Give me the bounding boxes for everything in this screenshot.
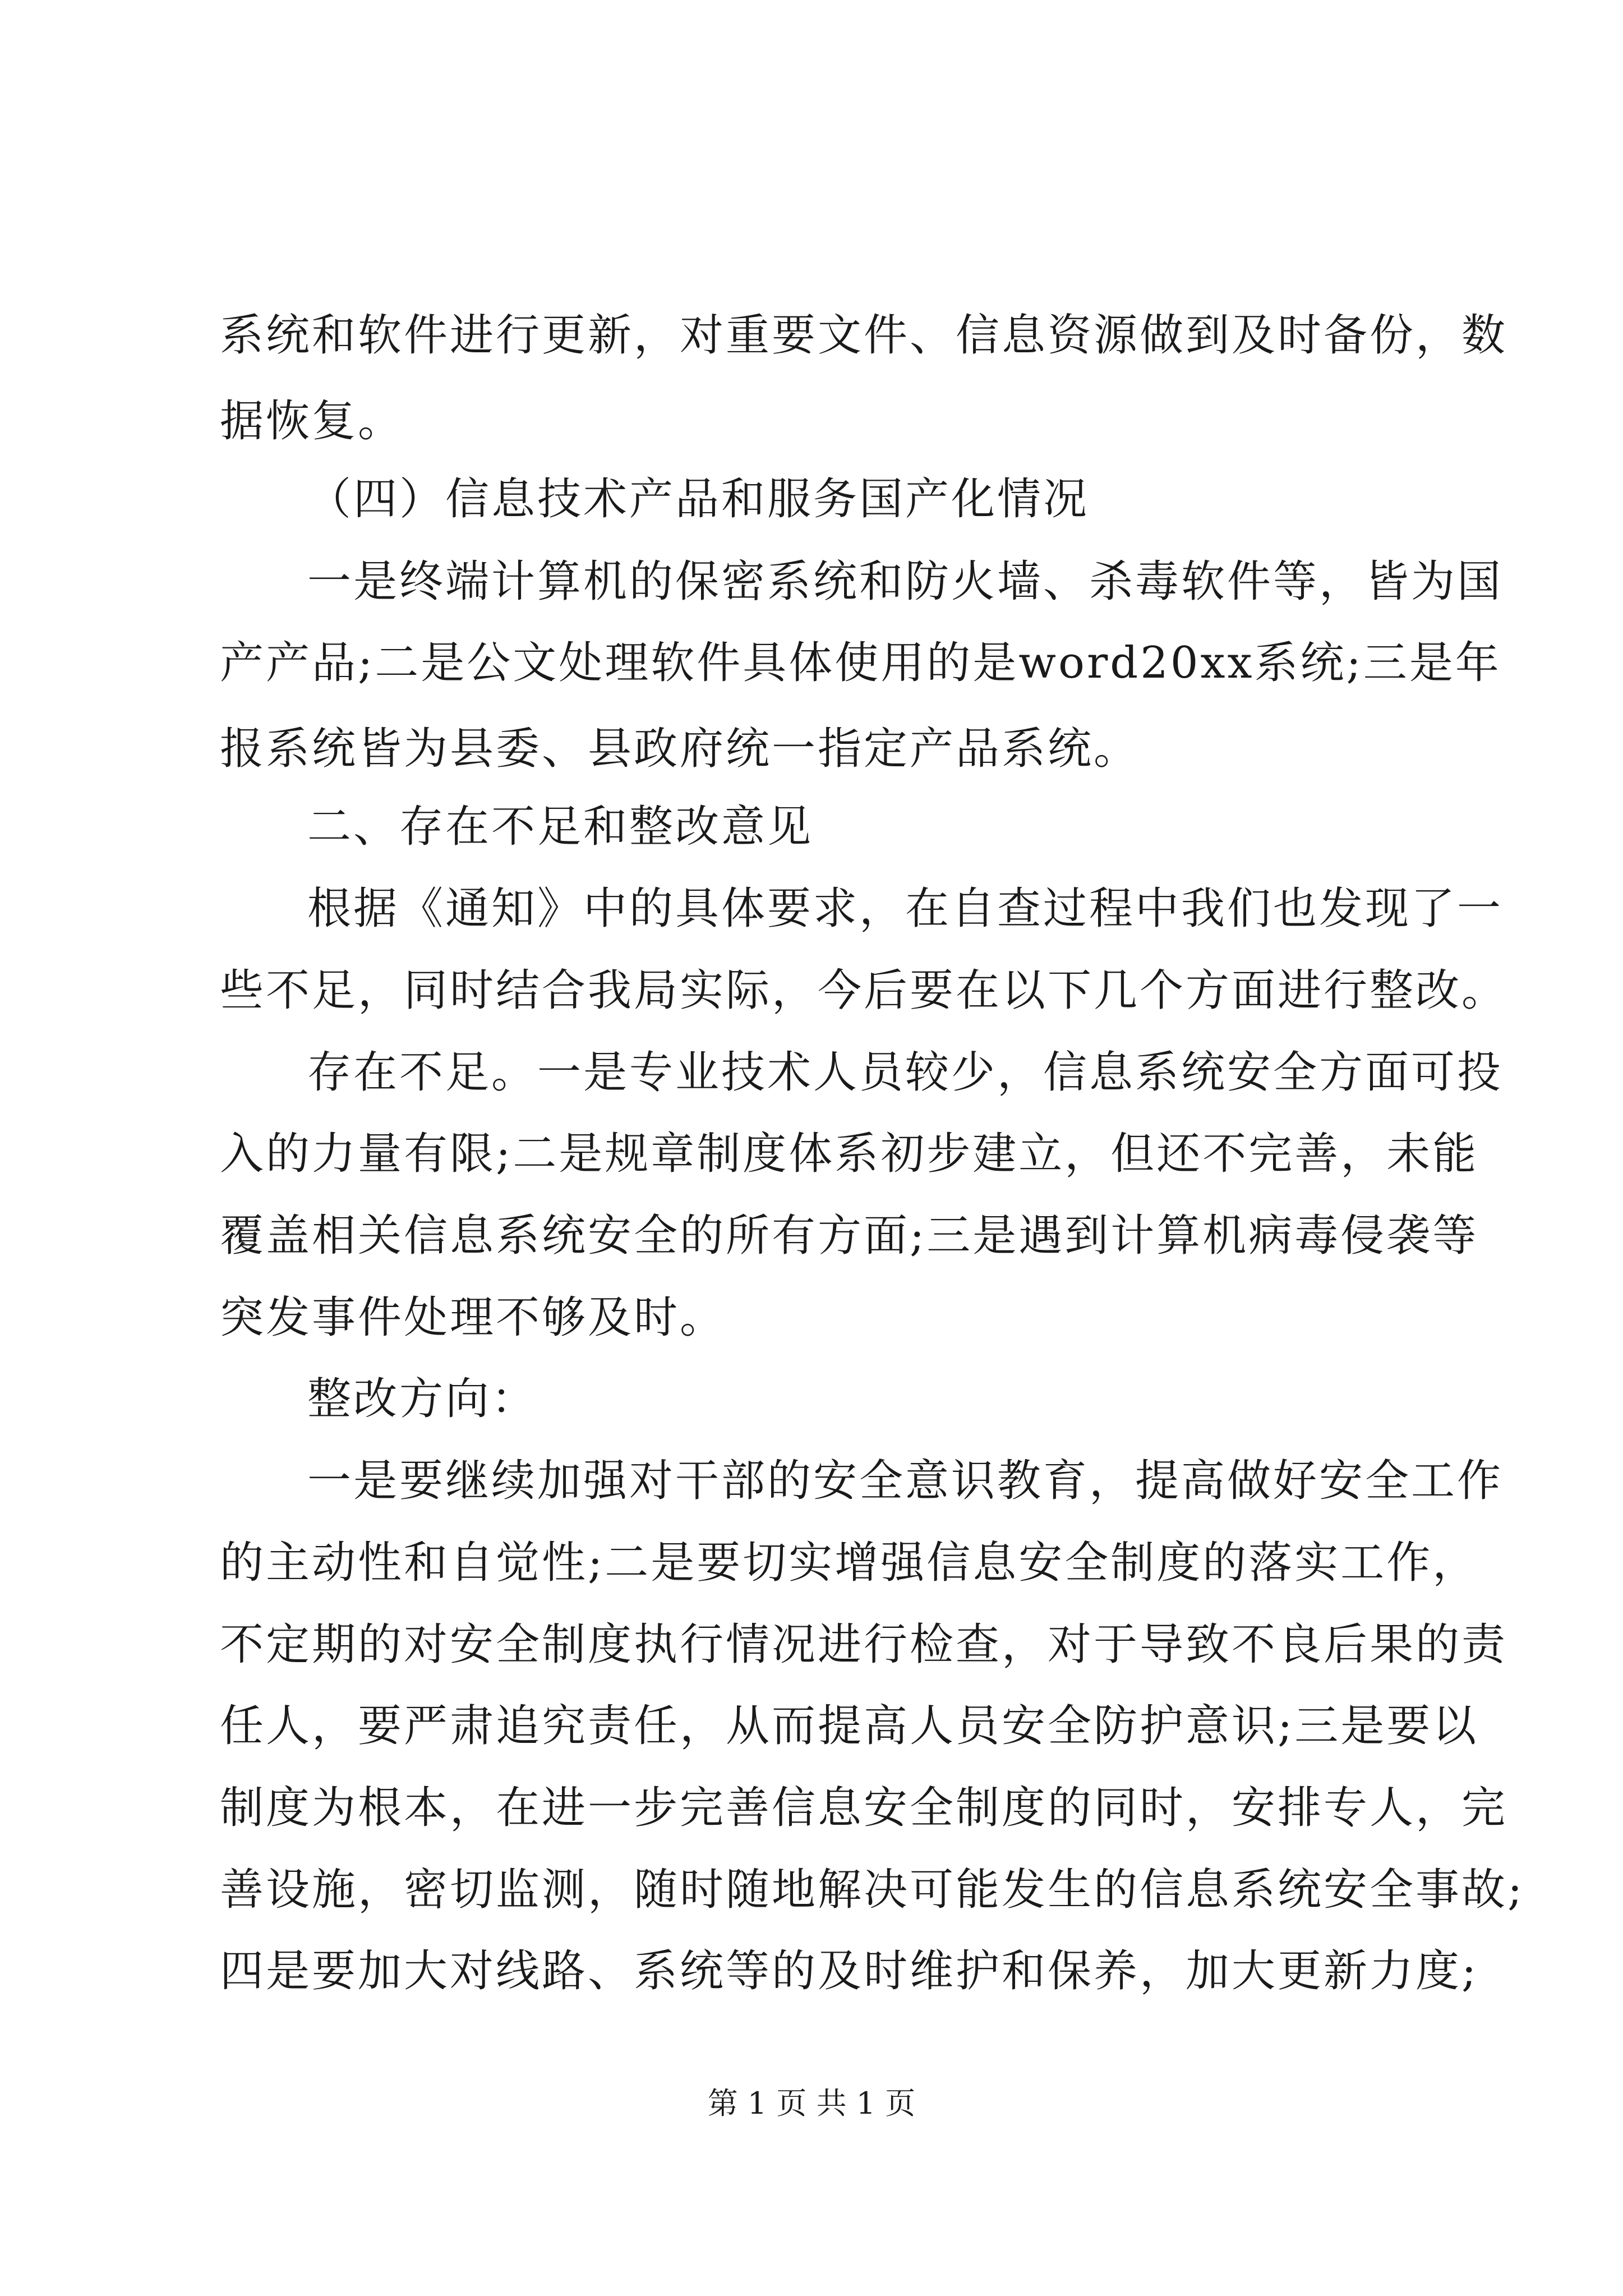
text-line: 一是终端计算机的保密系统和防火墙、杀毒软件等，皆为国 [307,556,1504,607]
text-line: 突发事件处理不够及时。 [220,1292,726,1343]
text-line: 产产品;二是公文处理软件具体使用的是word20xx系统;三是年 [220,638,1501,688]
section-heading: 二、存在不足和整改意见 [307,802,814,852]
text-line: 不定期的对安全制度执行情况进行检查，对于导致不良后果的责 [220,1619,1508,1670]
section-heading: （四）信息技术产品和服务国产化情况 [307,474,1090,524]
text-line: 覆盖相关信息系统安全的所有方面;三是遇到计算机病毒侵袭等 [220,1211,1479,1261]
text-line: 系统和软件进行更新，对重要文件、信息资源做到及时备份，数 [220,310,1508,361]
text-line: 存在不足。一是专业技术人员较少，信息系统安全方面可投 [307,1047,1504,1098]
text-line: 四是要加大对线路、系统等的及时维护和保养，加大更新力度; [220,1946,1479,1996]
text-line: 入的力量有限;二是规章制度体系初步建立，但还不完善，未能 [220,1129,1479,1179]
text-line: 根据《通知》中的具体要求，在自查过程中我们也发现了一 [307,884,1504,934]
text-line: 任人，要严肃追究责任，从而提高人员安全防护意识;三是要以 [220,1701,1479,1751]
text-line: 整改方向： [307,1374,538,1424]
text-line: 善设施，密切监测，随时随地解决可能发生的信息系统安全事故; [220,1865,1525,1915]
page-footer: 第 1 页 共 1 页 [707,2086,916,2121]
text-line: 报系统皆为县委、县政府统一指定产品系统。 [220,724,1140,774]
text-line: 些不足，同时结合我局实际，今后要在以下几个方面进行整改。 [220,965,1508,1016]
text-line: 制度为根本，在进一步完善信息安全制度的同时，安排专人，完 [220,1783,1508,1833]
text-line: 的主动性和自觉性;二是要切实增强信息安全制度的落实工作， [220,1538,1479,1588]
text-line: 据恢复。 [220,396,404,447]
text-line: 一是要继续加强对干部的安全意识教育，提高做好安全工作 [307,1456,1504,1506]
